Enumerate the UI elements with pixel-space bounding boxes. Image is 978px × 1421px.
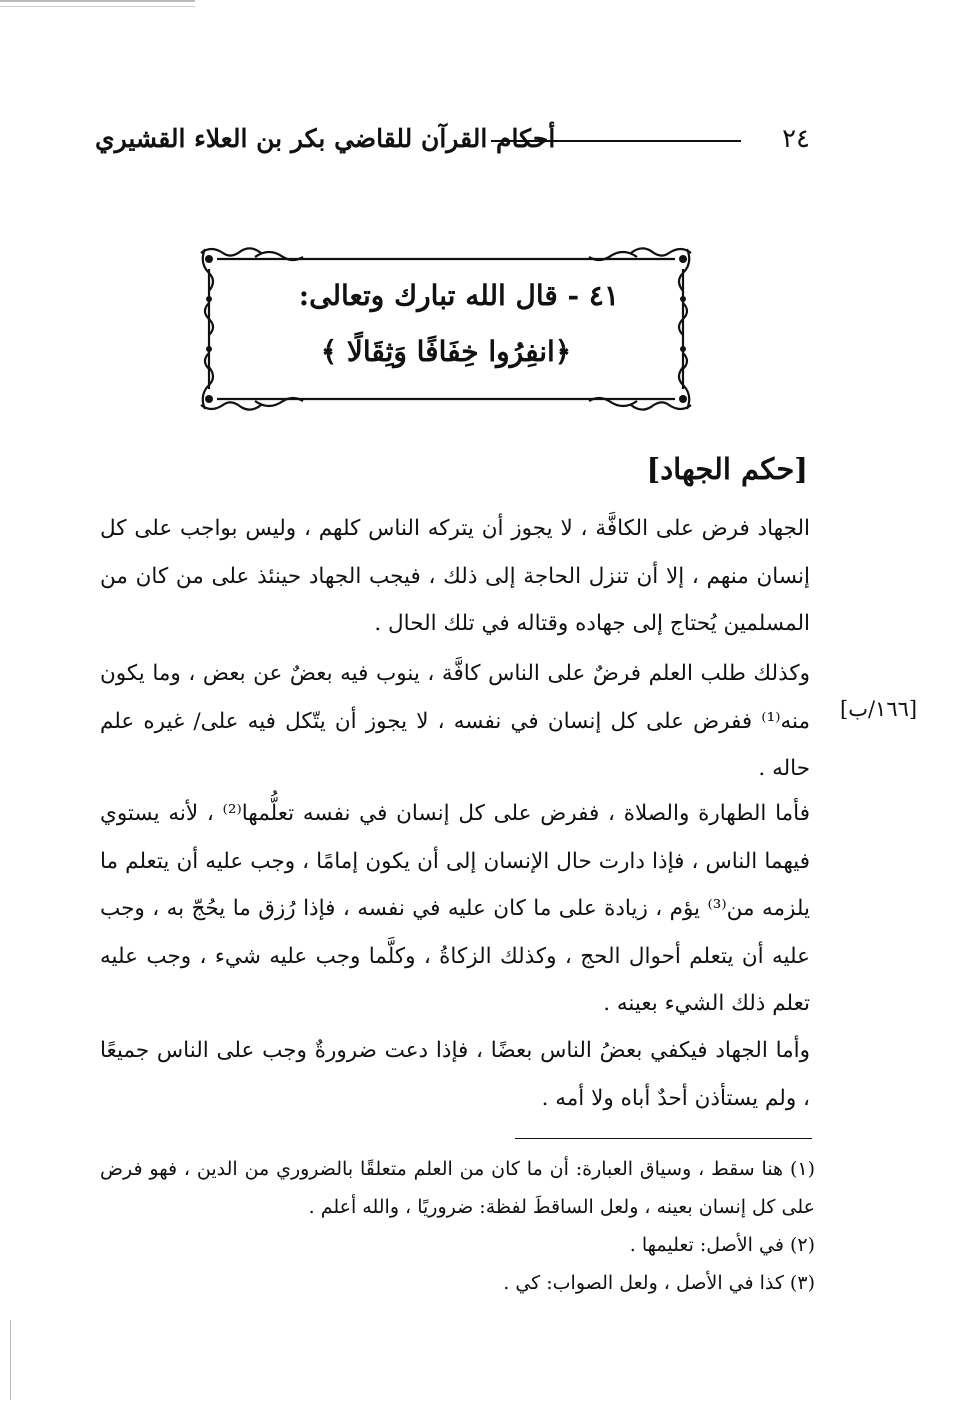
footnotes [100, 1150, 815, 1302]
scan-edge-line [0, 0, 195, 2]
scan-edge-line-2 [0, 6, 195, 7]
chapter-title: ٤١ - قال الله تبارك وتعالى: [298, 279, 619, 312]
paragraph-4: وأما الجهاد فيكفي بعضُ الناس بعضًا ، فإذا دعت ضرورةٌ وجب على الناس جميعًا ، ولم يستأذن أحدٌ أباه ولا أمه . [100, 1038, 810, 1111]
paragraph-1: الجهاد فرض على الكافَّة ، لا يجوز أن يتركه الناس كلهم ، وليس بواجب على كل إنسان منهم ، إلا أن تنزل الحاجة إلى ذلك ، فيجب الجهاد حينئذ على من كان من المسلمين يُحتاج إلى جهاده وقتاله في تلك الحال . [100, 516, 810, 636]
ornamental-border-icon [195, 243, 697, 415]
footnote-2: (٢) في الأصل: تعليمها . [629, 1234, 815, 1256]
chapter-box [195, 243, 697, 415]
scan-margin-line [10, 1320, 11, 1400]
running-header [95, 120, 810, 170]
footnote-3: (٣) كذا في الأصل ، ولعل الصواب: كي . [503, 1272, 815, 1294]
paragraph-2: وكذلك طلب العلم فرضٌ على الناس كافَّة ، ينوب فيه بعضٌ عن بعض ، وما يكون منه⁽¹⁾ ففرض على كل إنسان في نفسه ، لا يجوز أن يتّكل فيه على/ غيره علم حاله . [100, 661, 810, 781]
page-number: ٢٤ [782, 124, 810, 154]
section-heading: [حكم الجهاد] [646, 452, 808, 486]
book-title: أحكام القرآن للقاضي بكر بن العلاء القشيري [95, 124, 556, 153]
footnote-1: (١) هنا سقط ، وسياق العبارة: أن ما كان من العلم متعلقًا بالضروري من الدين ، فهو فرض على كل إنسان بعينه ، ولعل الساقطَ لفظة: ضروريًا ، والله أعلم . [100, 1158, 815, 1218]
footnote-rule [515, 1138, 812, 1139]
manuscript-folio-marker: [١٦٦/ب] [840, 697, 918, 721]
paragraph-3: فأما الطهارة والصلاة ، ففرض على كل إنسان في نفسه تعلُّمها⁽²⁾ ، لأنه يستوي فيهما الناس ، فإذا دارت حال الإنسان إلى أن يكون إمامًا ، وجب عليه أن يتعلم ما يلزمه من⁽³⁾ يؤم ، زيادة على ما كان عليه في نفسه ، فإذا رُزق ما يحُجّ به ، وجب عليه أن يتعلم أحوال الحج ، وكذلك الزكاةُ ، وكلَّما وجب عليه شيء ، وجب عليه تعلم ذلك الشيء بعينه . [100, 801, 810, 1016]
quran-verse: ﴿انفِرُوا خِفَافًا وَثِقَالًا ﴾ [320, 335, 572, 368]
